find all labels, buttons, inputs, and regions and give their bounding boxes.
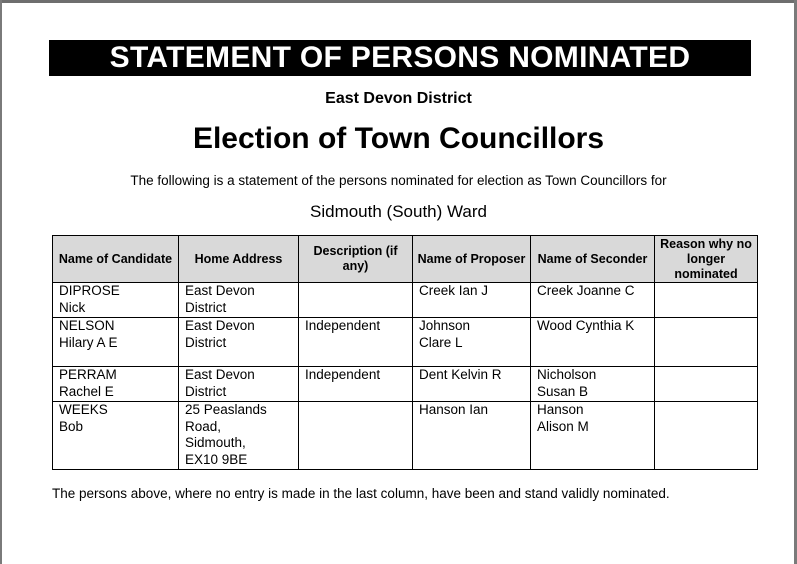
candidate-surname: WEEKS <box>59 402 108 417</box>
address-line: East Devon <box>185 367 255 382</box>
table-row <box>53 367 758 402</box>
seconder-line: Nicholson <box>537 367 597 382</box>
seconder-line: Alison M <box>537 418 589 434</box>
table-row <box>53 318 758 367</box>
candidate-forenames: Hilary A E <box>59 334 118 350</box>
page-banner-title: STATEMENT OF PERSONS NOMINATED <box>49 40 751 76</box>
home-address-cell <box>179 402 299 470</box>
nominations-table <box>52 235 758 470</box>
address-line: East Devon <box>185 318 255 333</box>
proposer-line: Hanson Ian <box>419 402 489 417</box>
proposer-cell <box>413 367 531 402</box>
candidate-surname: NELSON <box>59 318 115 333</box>
statement-text: The following is a statement of the persons nominated for election as Town Councillors for <box>130 173 667 188</box>
seconder-line: Hanson <box>537 402 584 417</box>
reason-cell <box>655 318 758 367</box>
description-cell: Independent <box>299 318 413 367</box>
address-line: District <box>185 299 227 315</box>
header-name-of-seconder: Name of Seconder <box>531 236 655 283</box>
proposer-line: Clare L <box>419 334 463 350</box>
header-description: Description (if any) <box>299 236 413 283</box>
proposer-line: Johnson <box>419 318 471 333</box>
address-line: Sidmouth, <box>185 435 246 450</box>
footer-note: The persons above, where no entry is made in the last column, have been and stand validly nominated. <box>52 486 670 501</box>
address-line: District <box>185 334 227 350</box>
address-line: East Devon <box>185 283 255 298</box>
candidate-forenames: Rachel E <box>59 383 114 399</box>
candidate-name-cell <box>53 402 179 470</box>
proposer-cell <box>413 283 531 318</box>
seconder-cell <box>531 318 655 367</box>
address-line: District <box>185 383 227 399</box>
proposer-cell <box>413 402 531 470</box>
reason-cell <box>655 402 758 470</box>
candidate-surname: DIPROSE <box>59 283 120 298</box>
window-left-border <box>0 0 2 564</box>
candidate-name-cell <box>53 283 179 318</box>
reason-cell <box>655 367 758 402</box>
seconder-cell <box>531 402 655 470</box>
table-row <box>53 402 758 470</box>
ward-heading: Sidmouth (South) Ward <box>310 202 487 221</box>
home-address-cell <box>179 283 299 318</box>
description-cell: Independent <box>299 367 413 402</box>
seconder-line: Creek Joanne C <box>537 283 635 298</box>
candidate-name-cell <box>53 367 179 402</box>
candidate-surname: PERRAM <box>59 367 117 382</box>
home-address-cell <box>179 318 299 367</box>
address-line: EX10 9BE <box>185 451 248 467</box>
seconder-line: Wood Cynthia K <box>537 318 635 333</box>
address-line: Road, <box>185 418 222 434</box>
seconder-cell <box>531 283 655 318</box>
candidate-forenames: Nick <box>59 299 86 315</box>
header-home-address: Home Address <box>179 236 299 283</box>
window-top-border <box>0 0 797 3</box>
header-reason-no-longer-nominated: Reason why no longer nominated <box>655 236 758 283</box>
address-line: 25 Peaslands <box>185 402 267 417</box>
proposer-line: Dent Kelvin R <box>419 367 502 382</box>
home-address-cell <box>179 367 299 402</box>
table-row <box>53 283 758 318</box>
candidate-name-cell <box>53 318 179 367</box>
table-header-row <box>53 236 758 283</box>
election-title: Election of Town Councillors <box>192 122 605 155</box>
seconder-line: Susan B <box>537 383 589 399</box>
description-cell <box>299 402 413 470</box>
proposer-line: Creek Ian J <box>419 283 489 298</box>
candidate-forenames: Bob <box>59 418 84 434</box>
reason-cell <box>655 283 758 318</box>
header-name-of-proposer: Name of Proposer <box>413 236 531 283</box>
header-name-of-candidate: Name of Candidate <box>53 236 179 283</box>
proposer-cell <box>413 318 531 367</box>
district-heading: East Devon District <box>325 90 472 107</box>
description-cell <box>299 283 413 318</box>
seconder-cell <box>531 367 655 402</box>
